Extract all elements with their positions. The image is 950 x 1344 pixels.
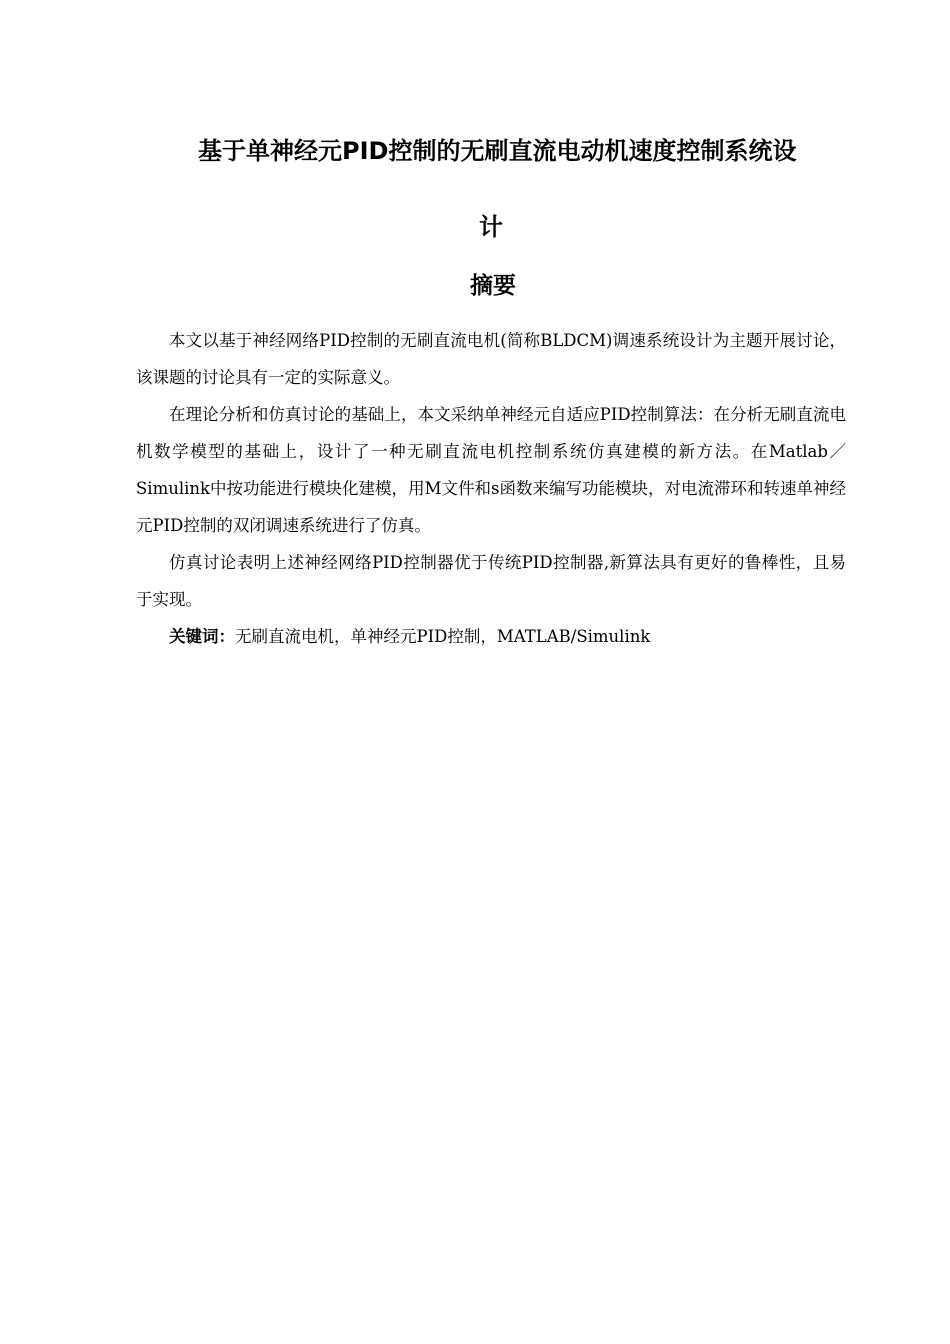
abstract-paragraph-2: 在理论分析和仿真讨论的基础上，本文采纳单神经元自适应PID控制算法：在分析无刷直流电机数学模型的基础上，设计了一种无刷直流电机控制系统仿真建模的新方法。在Matlab／Simulink中按功能进行模块化建模，用M文件和s函数来编写功能模块，对电流滞环和转速单神经元PID控制的双闭调速系统进行了仿真。 <box>136 405 846 535</box>
abstract-body <box>136 322 846 655</box>
title-line-1: 基于单神经元PID控制的无刷直流电动机速度控制系统设 <box>198 137 797 165</box>
keywords-line <box>136 618 846 655</box>
document-title <box>136 128 846 250</box>
keywords-text: 无刷直流电机，单神经元PID控制，MATLAB/Simulink <box>235 627 651 646</box>
abstract-heading: 摘要 <box>470 273 516 299</box>
title-line-2: 计 <box>479 213 503 241</box>
abstract-paragraph-1: 本文以基于神经网络PID控制的无刷直流电机(简称BLDCM)调速系统设计为主题开展讨论，该课题的讨论具有一定的实际意义。 <box>136 331 846 387</box>
abstract-paragraph-3: 仿真讨论表明上述神经网络PID控制器优于传统PID控制器,新算法具有更好的鲁棒性，且易于实现。 <box>136 553 846 609</box>
keywords-label: 关键词： <box>169 627 235 646</box>
